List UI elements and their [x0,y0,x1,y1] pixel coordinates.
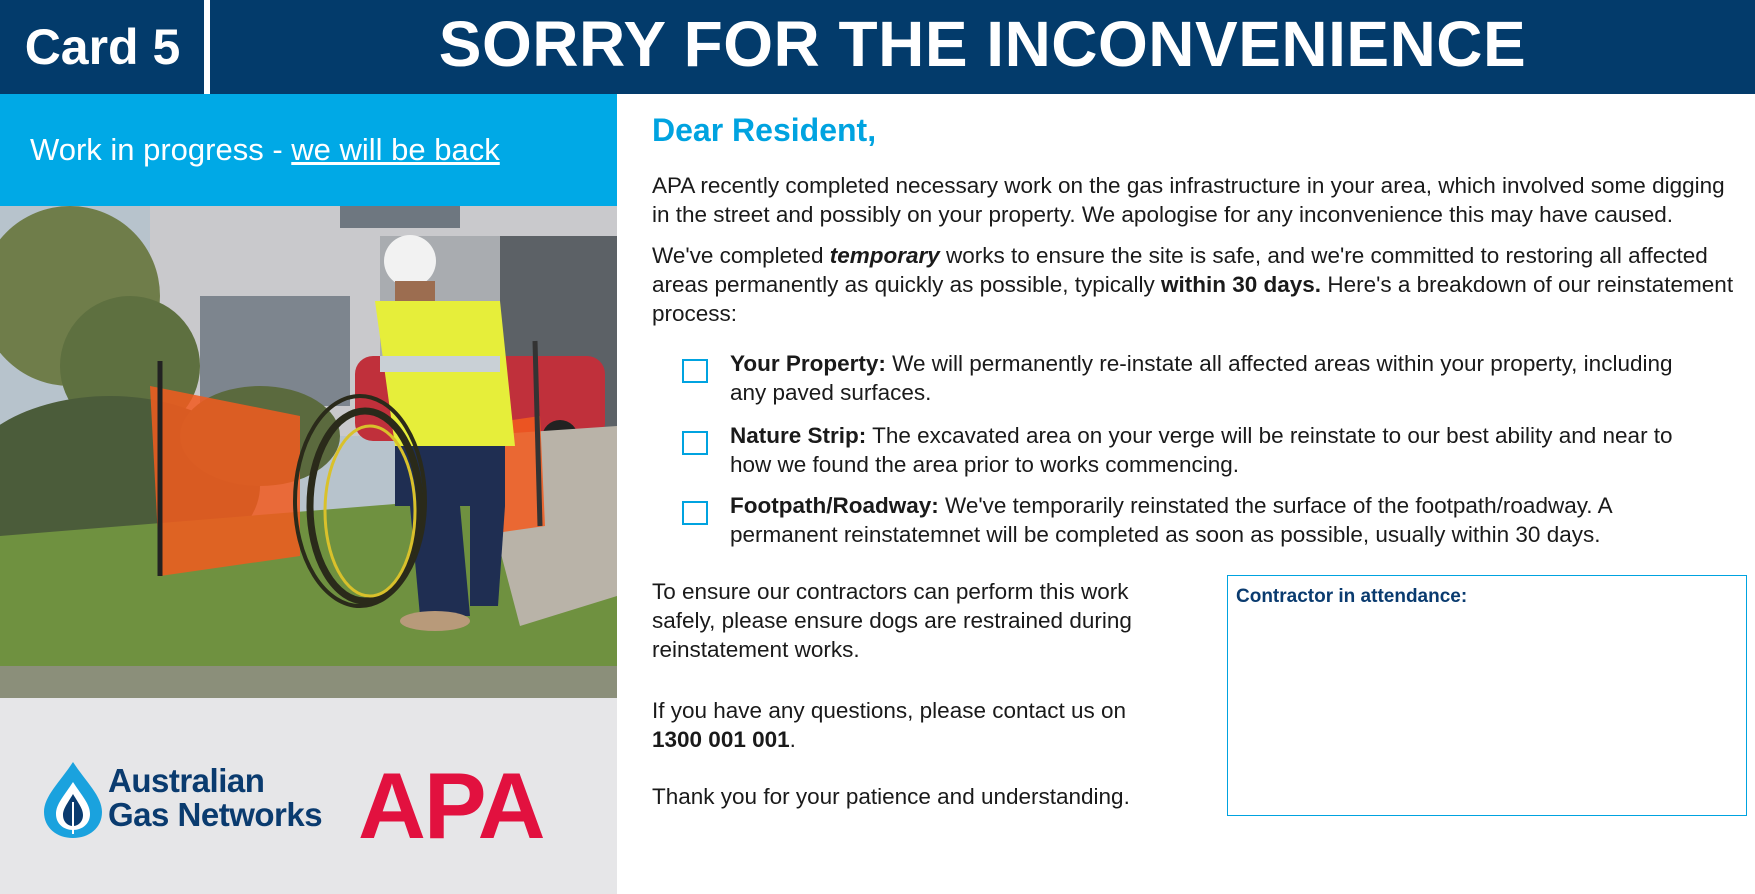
checkbox[interactable] [682,501,708,525]
banner-link[interactable]: we will be back [291,132,500,167]
checklist-title: Your Property: [730,351,886,376]
checklist-body: We've temporarily reinstated the surface of the footpath/roadway. A permanent reinstatemnet will be completed as soon as possible, usually within 30 days. [730,493,1612,547]
p2-temporary: temporary [829,243,940,268]
checklist-body: We will permanently re-instate all affected areas within your property, including any paved surfaces. [730,351,1673,405]
agn-line2: Gas Networks [108,796,323,833]
contact-paragraph [652,696,1152,754]
agn-logo [42,760,332,840]
logo-panel [0,698,617,894]
checklist-body: The excavated area on your verge will be reinstate to our best ability and near to how we found the area prior to works commencing. [730,423,1673,477]
intro-paragraph: APA recently completed necessary work on the gas infrastructure in your area, which involved some digging in the street and possibly on your property. We apologise for any inconvenience this may have caused. [652,173,1725,227]
banner-text [30,94,500,206]
flame-drop-icon [42,760,104,840]
contractor-box[interactable] [1227,575,1747,816]
greeting: Dear Resident, [652,112,877,148]
checkbox[interactable] [682,431,708,455]
contact-end: . [789,727,796,752]
work-banner [0,94,617,206]
header-bar [0,0,1755,94]
banner-prefix: Work in progress - [30,132,292,167]
temporary-works-paragraph [652,241,1737,328]
thanks-paragraph: Thank you for your patience and understanding. [652,784,1130,809]
contractor-label: Contractor in attendance: [1236,586,1468,607]
dogs-paragraph: To ensure our contractors can perform this work safely, please ensure dogs are restrained during reinstatement works. [652,579,1132,662]
agn-wordmark [108,764,322,832]
checklist-text [730,421,1690,479]
p2-text-a: We've completed [652,243,830,268]
worker-photo-illustration [0,206,617,698]
apa-logo [358,754,578,850]
checklist-title: Footpath/Roadway: [730,493,939,518]
p2-text-e: Here's a breakdown of our reinstatement process: [652,272,1734,326]
worker-photo [0,206,617,698]
card-number: Card 5 [24,19,181,75]
checklist-title: Nature Strip: [730,423,867,448]
checkbox[interactable] [682,359,708,383]
agn-line1: Australian [108,762,265,799]
checklist-text [730,349,1690,407]
page-title: SORRY FOR THE INCONVENIENCE [438,8,1527,80]
contact-text: If you have any questions, please contact us on [652,698,1127,723]
checklist-text [730,491,1690,549]
apa-wordmark: APA [358,754,544,850]
p2-text-c: works to ensure the site is safe, and we're committed to restoring all affected areas permanently as quickly as possible, typically [652,243,1708,297]
phone-number[interactable]: 1300 001 001 [652,727,790,752]
p2-within-30-days: within 30 days. [1161,272,1322,297]
